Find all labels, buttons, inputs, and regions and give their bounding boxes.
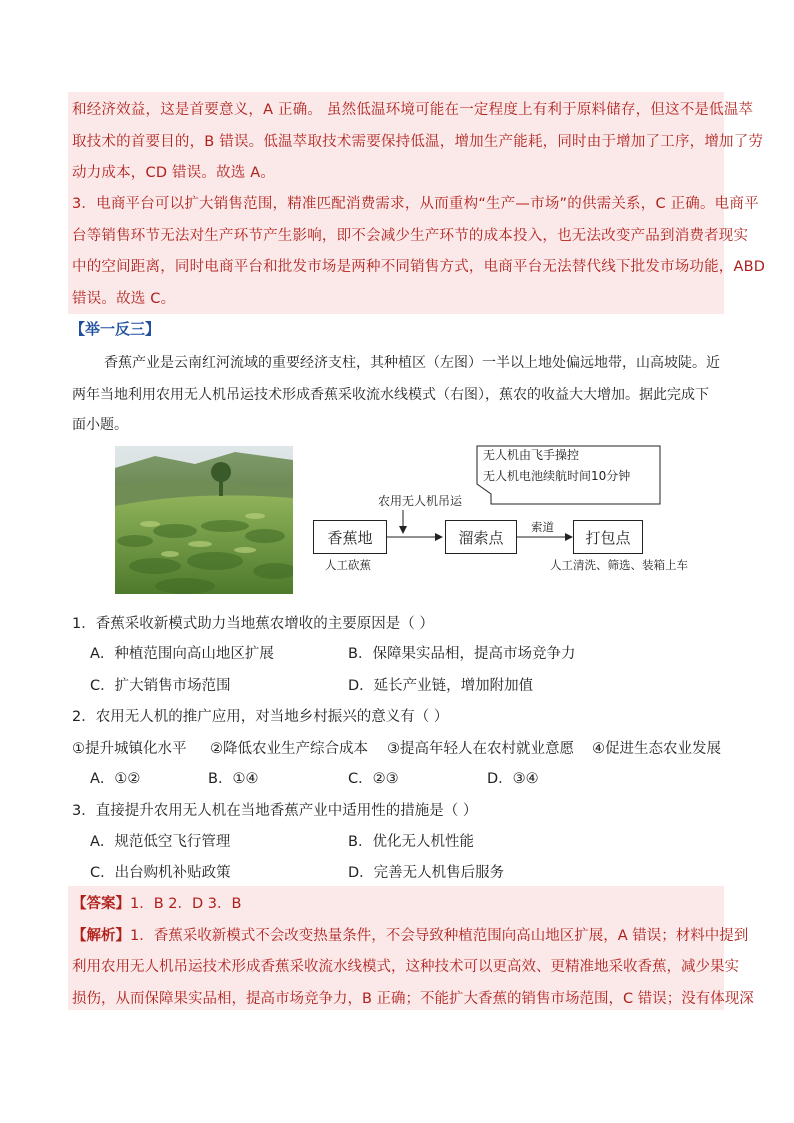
question-2-option-b[interactable]: B．①④ (208, 771, 259, 787)
cableway-label: 索道 (531, 520, 554, 534)
banana-plantation-photo (115, 446, 293, 594)
question-3-option-a[interactable]: A．规范低空飞行管理 (90, 834, 231, 850)
harvest-flow-diagram (305, 440, 705, 580)
answer-line-7: 错误。故选 C。 (72, 291, 176, 307)
question-2-item-2: ②降低农业生产综合成本 (210, 741, 368, 757)
packing-point-box: 打包点 (573, 520, 643, 554)
analysis-text-1: 1．香蕉采收新模式不会改变热量条件，不会导致种植范围向高山地区扩展，A 错误；材料中提到 (130, 928, 749, 944)
section-title: 【举一反三】 (70, 320, 161, 338)
analysis-tag: 【解析】 (72, 928, 130, 944)
callout-line-1: 无人机由飞手操控 (483, 448, 580, 462)
answer-key-tag: 【答案】 (72, 896, 130, 912)
analysis-line-3: 损伤，从而保障果实品相，提高市场竞争力，B 正确；不能扩大香蕉的销售市场范围，C 错误；没有体现深 (72, 991, 754, 1007)
question-3-stem: 3．直接提升农用无人机在当地香蕉产业中适用性的措施是（ ） (72, 803, 478, 819)
answer-key-line (72, 892, 241, 913)
manual-cutting-label: 人工砍蕉 (325, 558, 371, 572)
material-line-2: 两年当地利用农用无人机吊运技术形成香蕉采收流水线模式（右图），蕉农的收益大大增加。据此完成下 (72, 387, 709, 403)
answer-line-1: 和经济效益，这是首要意义，A 正确。 虽然低温环境可能在一定程度上有利于原料储存，但这不是低温萃 (72, 102, 754, 118)
question-2-item-3: ③提高年轻人在农村就业意愿 (387, 741, 574, 757)
zipline-point-box: 溜索点 (445, 520, 517, 554)
question-2-option-d[interactable]: D．③④ (487, 771, 539, 787)
answer-line-5: 台等销售环节无法对生产环节产生影响，即不会减少生产环节的成本投入，也无法改变产品到消费者现实 (72, 228, 749, 244)
answer-line-3: 动力成本，CD 错误。故选 A。 (72, 165, 276, 181)
answer-key-text: 1．B 2．D 3．B (130, 896, 242, 912)
question-1-stem: 1．香蕉采收新模式助力当地蕉农增收的主要原因是（ ） (72, 616, 434, 632)
question-2-item-1: ①提升城镇化水平 (72, 741, 187, 757)
question-2-option-c[interactable]: C．②③ (348, 771, 399, 787)
banana-field-box: 香蕉地 (313, 520, 387, 554)
material-line-1: 香蕉产业是云南红河流域的重要经济支柱，其种植区（左图）一半以上地处偏远地带，山高坡陡。近 (104, 355, 720, 371)
question-2-item-4: ④促进生态农业发展 (592, 741, 721, 757)
analysis-line-1 (72, 924, 748, 945)
question-1-option-c[interactable]: C．扩大销售市场范围 (90, 678, 231, 694)
question-3-option-b[interactable]: B．优化无人机性能 (348, 834, 474, 850)
question-1-option-b[interactable]: B．保障果实品相，提高市场竞争力 (348, 646, 576, 662)
question-1-option-a[interactable]: A．种植范围向高山地区扩展 (90, 646, 274, 662)
answer-line-2: 取技术的首要目的，B 错误。低温萃取技术需要保持低温，增加生产能耗，同时由于增加了工序，增加了劳 (72, 134, 764, 150)
question-3-option-c[interactable]: C．出台购机补贴政策 (90, 865, 231, 881)
material-line-3: 面小题。 (72, 417, 128, 433)
question-3-option-d[interactable]: D．完善无人机售后服务 (348, 865, 505, 881)
question-1-option-d[interactable]: D．延长产业链，增加附加值 (348, 678, 534, 694)
drone-transport-label: 农用无人机吊运 (378, 494, 463, 508)
callout-line-2: 无人机电池续航时间10分钟 (483, 469, 631, 483)
question-2-option-a[interactable]: A．①② (90, 771, 141, 787)
answer-line-6: 中的空间距离，同时电商平台和批发市场是两种不同销售方式，电商平台无法替代线下批发市场功能，ABD (72, 259, 766, 275)
answer-line-4: 3．电商平台可以扩大销售范围，精准匹配消费需求，从而重构“生产—市场”的供需关系，C 正确。电商平 (72, 196, 759, 212)
manual-processing-label: 人工清洗、筛选、装箱上车 (550, 558, 688, 572)
analysis-line-2: 利用农用无人机吊运技术形成香蕉采收流水线模式，这种技术可以更高效、更精准地采收香蕉，减少果实 (72, 959, 739, 975)
question-2-stem: 2．农用无人机的推广应用，对当地乡村振兴的意义有（ ） (72, 709, 449, 725)
